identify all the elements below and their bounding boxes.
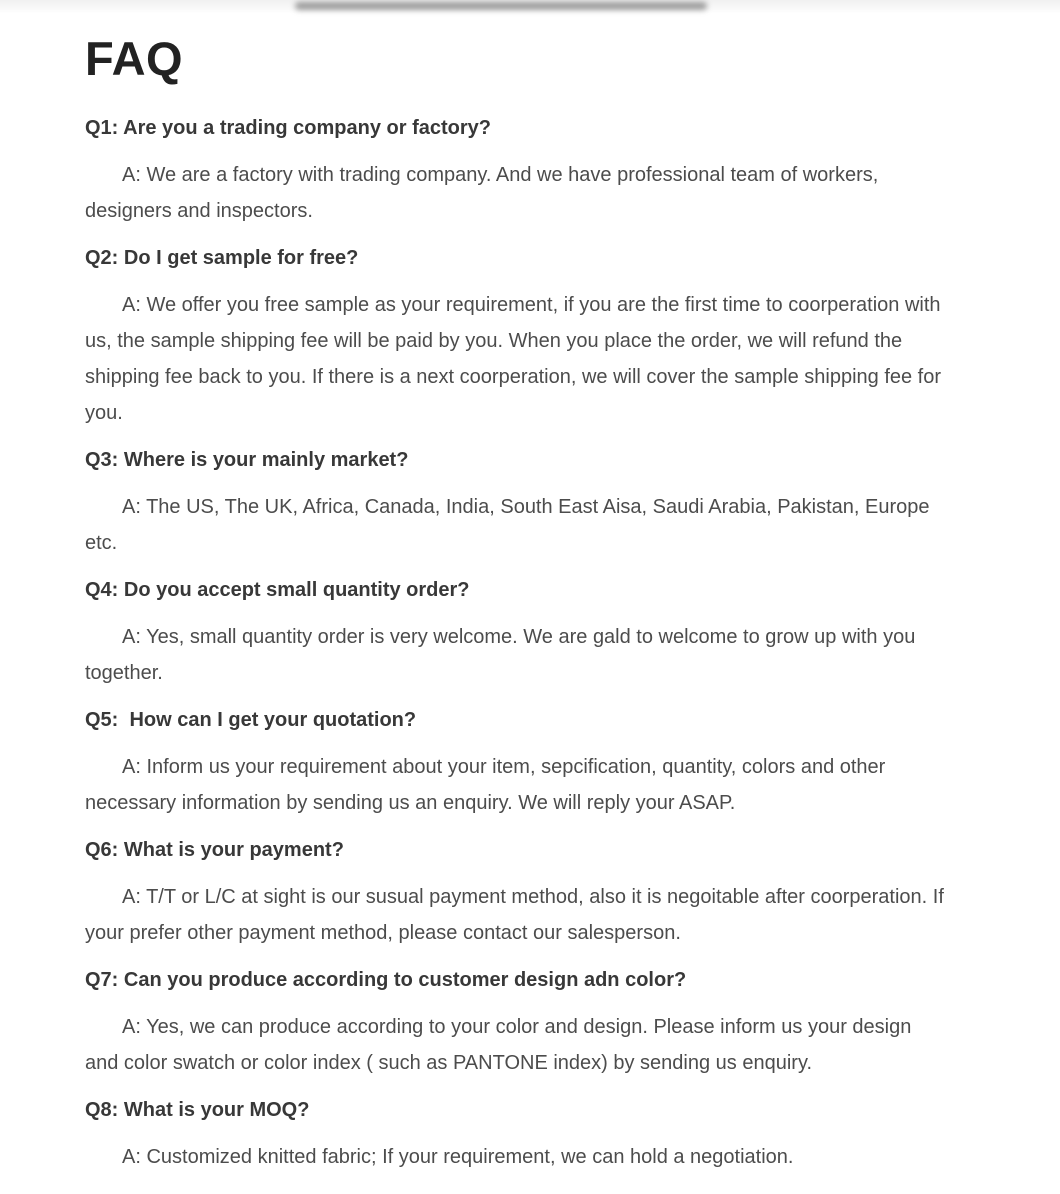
faq-question: Q5: How can I get your quotation? bbox=[85, 709, 417, 731]
faq-item bbox=[85, 448, 948, 561]
faq-item bbox=[85, 968, 948, 1081]
faq-item bbox=[85, 246, 948, 431]
faq-question: Q7: Can you produce according to customer design adn color? bbox=[85, 969, 687, 991]
faq-item bbox=[85, 578, 948, 691]
faq-item bbox=[85, 708, 948, 821]
page-title: FAQ bbox=[85, 32, 184, 85]
faq-answer: A: Inform us your requirement about your item, sepcification, quantity, colors and other necessary information by sending us an enquiry. We will reply your ASAP. bbox=[85, 756, 886, 814]
faq-item bbox=[85, 1098, 948, 1175]
faq-question: Q6: What is your payment? bbox=[85, 839, 344, 861]
faq-question: Q4: Do you accept small quantity order? bbox=[85, 579, 470, 601]
faq-answer: A: The US, The UK, Africa, Canada, India, South East Aisa, Saudi Arabia, Pakistan, Europe etc. bbox=[85, 496, 930, 554]
faq-answer: A: Customized knitted fabric; If your requirement, we can hold a negotiation. bbox=[122, 1146, 794, 1168]
faq-item bbox=[85, 838, 948, 951]
faq-item bbox=[85, 116, 948, 229]
faq-answer: A: We offer you free sample as your requirement, if you are the first time to coorperation with us, the sample shipping fee will be paid by you. When you place the order, we will refund the shipping fee back to you. If there is a next coorperation, we will cover the sample shipping fee for you. bbox=[85, 294, 942, 424]
faq-list bbox=[85, 116, 948, 1175]
faq-question: Q1: Are you a trading company or factory? bbox=[85, 117, 492, 139]
faq-question: Q8: What is your MOQ? bbox=[85, 1099, 310, 1121]
faq-answer: A: We are a factory with trading company. And we have professional team of workers, designers and inspectors. bbox=[85, 164, 879, 222]
faq-answer: A: Yes, we can produce according to your color and design. Please inform us your design and color swatch or color index ( such as PANTONE index) by sending us enquiry. bbox=[85, 1016, 912, 1074]
faq-question: Q3: Where is your mainly market? bbox=[85, 449, 409, 471]
faq-answer: A: T/T or L/C at sight is our susual payment method, also it is negoitable after coorperation. If your prefer other payment method, please contact our salesperson. bbox=[85, 886, 944, 944]
faq-answer: A: Yes, small quantity order is very welcome. We are gald to welcome to grow up with you together. bbox=[85, 626, 916, 684]
faq-question: Q2: Do I get sample for free? bbox=[85, 247, 359, 269]
